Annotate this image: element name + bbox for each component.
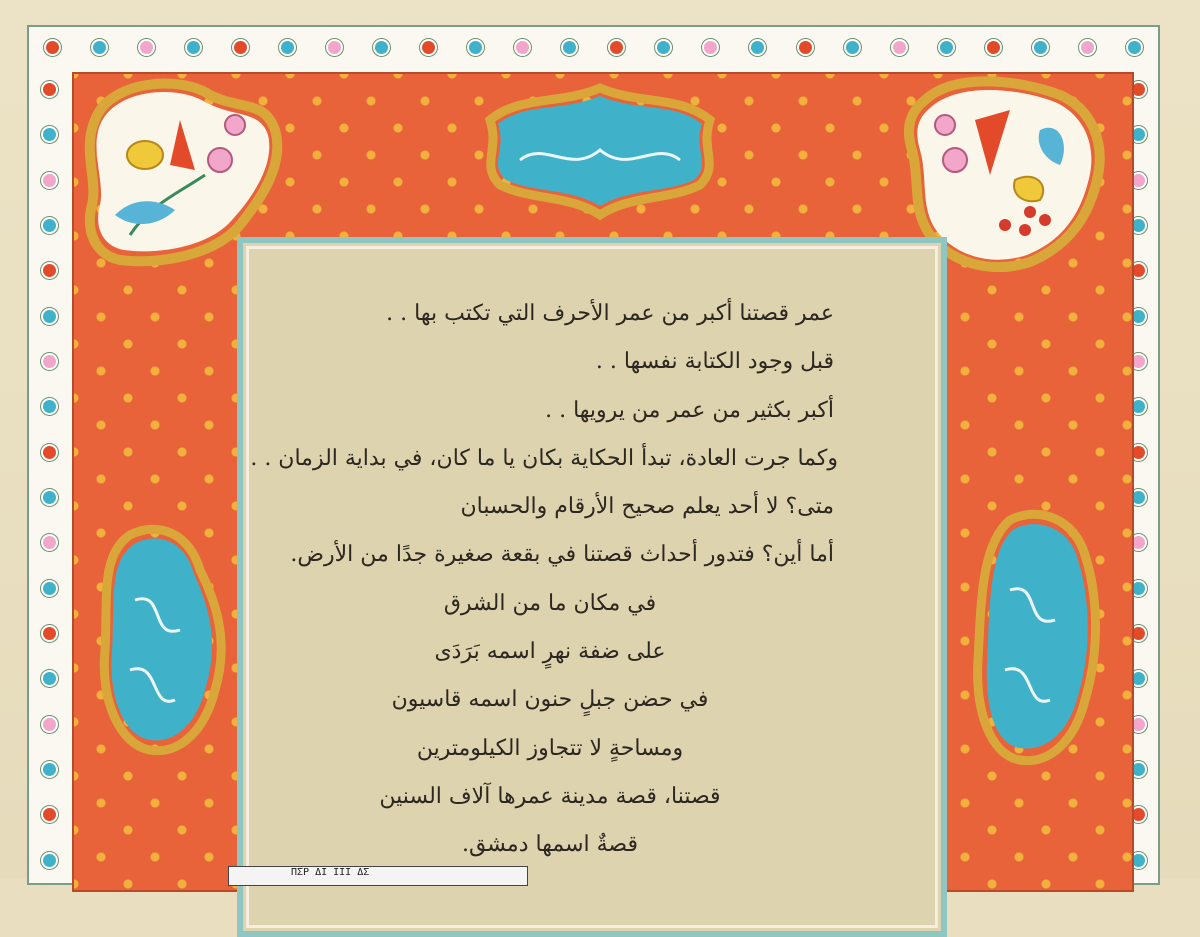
story-line: على ضفة نهرٍ اسمه بَرَدَى	[434, 639, 666, 665]
arabesque-medallion-left	[104, 529, 221, 750]
story-line: قصةٌ اسمها دمشق.	[461, 832, 639, 858]
story-line: ومساحةٍ لا تتجاوز الكيلومترين	[416, 735, 684, 761]
story-line: قبل وجود الكتابة نفسها . .	[595, 349, 834, 375]
arabesque-medallion-top	[490, 88, 710, 215]
story-line: أكبر بكثير من عمر من يرويها . .	[545, 397, 834, 423]
story-line: أما أين؟ فتدور أحداث قصتنا في بقعة صغيرة جدًا من الأرض.	[290, 542, 834, 568]
story-line: في مكان ما من الشرق	[443, 590, 657, 616]
story-line: وكما جرت العادة، تبدأ الحكاية بكان يا ما كان، في بداية الزمان . .	[250, 445, 838, 471]
story-line: في حضن جبلٍ حنون اسمه قاسيون	[391, 687, 709, 713]
story-line: عمر قصتنا أكبر من عمر الأحرف التي تكتب بها . .	[386, 301, 834, 326]
story-line: قصتنا، قصة مدينة عمرها آلاف السنين	[379, 783, 721, 809]
price-sticker: ΠΣΡ ΔΙ ΙΙΙ ΔΣ	[228, 866, 528, 886]
flower-bouquet-icon	[90, 84, 278, 262]
story-text	[250, 290, 850, 870]
arabesque-medallion-right	[978, 514, 1096, 760]
story-line: متى؟ لا أحد يعلم صحيح الأرقام والحسبان	[460, 494, 834, 520]
